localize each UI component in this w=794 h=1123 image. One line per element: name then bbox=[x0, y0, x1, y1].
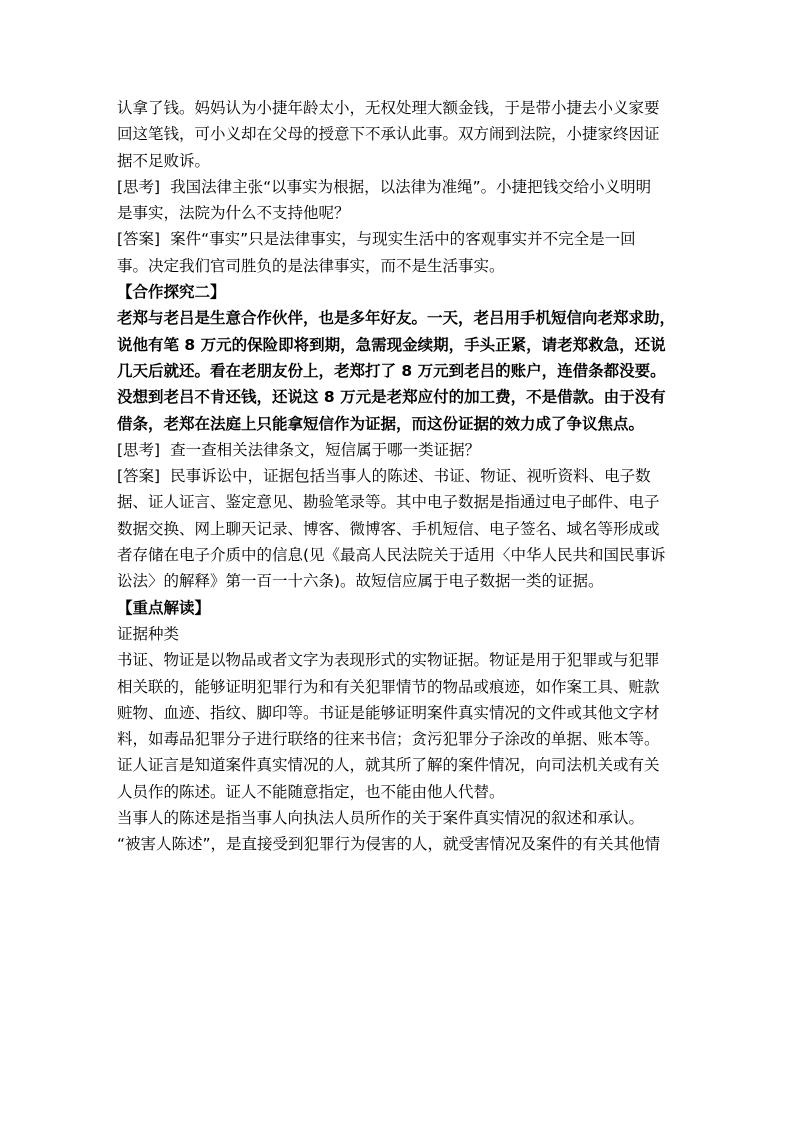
text-line: 料，如毒品犯罪分子进行联络的往来书信；贪污犯罪分子涂改的单据、账本等。 bbox=[117, 730, 660, 749]
text-line: 事。决定我们官司胜负的是法律事实，而不是生活事实。 bbox=[117, 256, 505, 275]
case-text-line: 老郑与老吕是生意合作伙伴，也是多年好友。一天，老吕用手机短信向老郑求助， bbox=[117, 309, 676, 328]
document-page bbox=[117, 95, 685, 858]
think-line-1 bbox=[117, 174, 685, 200]
section-heading-key-points: 【重点解读】 bbox=[117, 598, 211, 617]
case-text-line: 几天后就还。看在老朋友份上，老郑打了 8 万元到老吕的账户，连借条都没要。 bbox=[117, 361, 666, 380]
case-text-line: 没想到老吕不肯还钱，还说这 8 万元是老郑应付的加工费，不是借款。由于没有 bbox=[117, 388, 666, 407]
text-line: 书证、物证是以物品或者文字为表现形式的实物证据。物证是用于犯罪或与犯罪 bbox=[117, 651, 660, 670]
answer-line-1 bbox=[117, 226, 685, 252]
text-line: 赃物、血迹、指纹、脚印等。书证是能够证明案件真实情况的文件或其他文字材 bbox=[117, 703, 660, 722]
text-line: 认拿了钱。妈妈认为小捷年龄太小，无权处理大额金钱，于是带小捷去小义家要 bbox=[117, 99, 660, 117]
text-line: 当事人的陈述是指当事人向执法人员所作的关于案件真实情况的叙述和承认。 bbox=[117, 809, 645, 828]
think-line-2 bbox=[117, 437, 685, 463]
text-line: 据、证人证言、鉴定意见、勘验笔录等。其中电子数据是指通过电子邮件、电子 bbox=[117, 493, 660, 512]
text-line: 者存储在电子介质中的信息(见《最高人民法院关于适用〈中华人民共和国民事诉 bbox=[117, 546, 666, 565]
text-line: 人员作的陈述。证人不能随意指定，也不能由他人代替。 bbox=[117, 782, 505, 801]
think-text: 查一查相关法律条文，短信属于哪一类证据？ bbox=[170, 440, 481, 459]
text-line: 讼法〉的解释》第一百一十六条)。故短信应属于电子数据一类的证据。 bbox=[117, 572, 604, 591]
answer-tag: [答案] bbox=[117, 467, 161, 486]
answer-text: 民事诉讼中，证据包括当事人的陈述、书证、物证、视听资料、电子数 bbox=[170, 467, 651, 486]
text-line: 证人证言是知道案件真实情况的人，就其所了解的案件情况，向司法机关或有关 bbox=[117, 756, 660, 775]
section-heading-cooperation: 【合作探究二】 bbox=[117, 283, 226, 302]
text-line: “被害人陈述”，是直接受到犯罪行为侵害的人，就受害情况及案件的有关其他情 bbox=[117, 835, 661, 854]
think-text: 我国法律主张“以事实为根据，以法律为准绳”。小捷把钱交给小义明明 bbox=[170, 177, 652, 196]
case-text-line: 借条，老郑在法庭上只能拿短信作为证据，而这份证据的效力成了争议焦点。 bbox=[117, 414, 645, 433]
think-tag: [思考] bbox=[117, 440, 161, 459]
answer-tag: [答案] bbox=[117, 230, 161, 249]
answer-line-2 bbox=[117, 463, 685, 489]
text-line: 回这笔钱，可小义却在父母的授意下不承认此事。双方闹到法院，小捷家终因证 bbox=[117, 125, 660, 144]
subheading-evidence-types: 证据种类 bbox=[117, 624, 180, 643]
answer-text: 案件“事实”只是法律事实，与现实生活中的客观事实并不完全是一回 bbox=[170, 230, 636, 249]
text-line: 数据交换、网上聊天记录、博客、微博客、手机短信、电子签名、域名等形成或 bbox=[117, 519, 660, 538]
think-tag: [思考] bbox=[117, 177, 161, 196]
case-text-line: 说他有笔 8 万元的保险即将到期，急需现金续期，手头正紧，请老郑救急，还说 bbox=[117, 335, 666, 354]
text-line: 是事实，法院为什么不支持他呢？ bbox=[117, 204, 350, 223]
text-line: 相关联的，能够证明犯罪行为和有关犯罪情节的物品或痕迹，如作案工具、赃款 bbox=[117, 677, 660, 696]
text-line: 据不足败诉。 bbox=[117, 151, 211, 170]
